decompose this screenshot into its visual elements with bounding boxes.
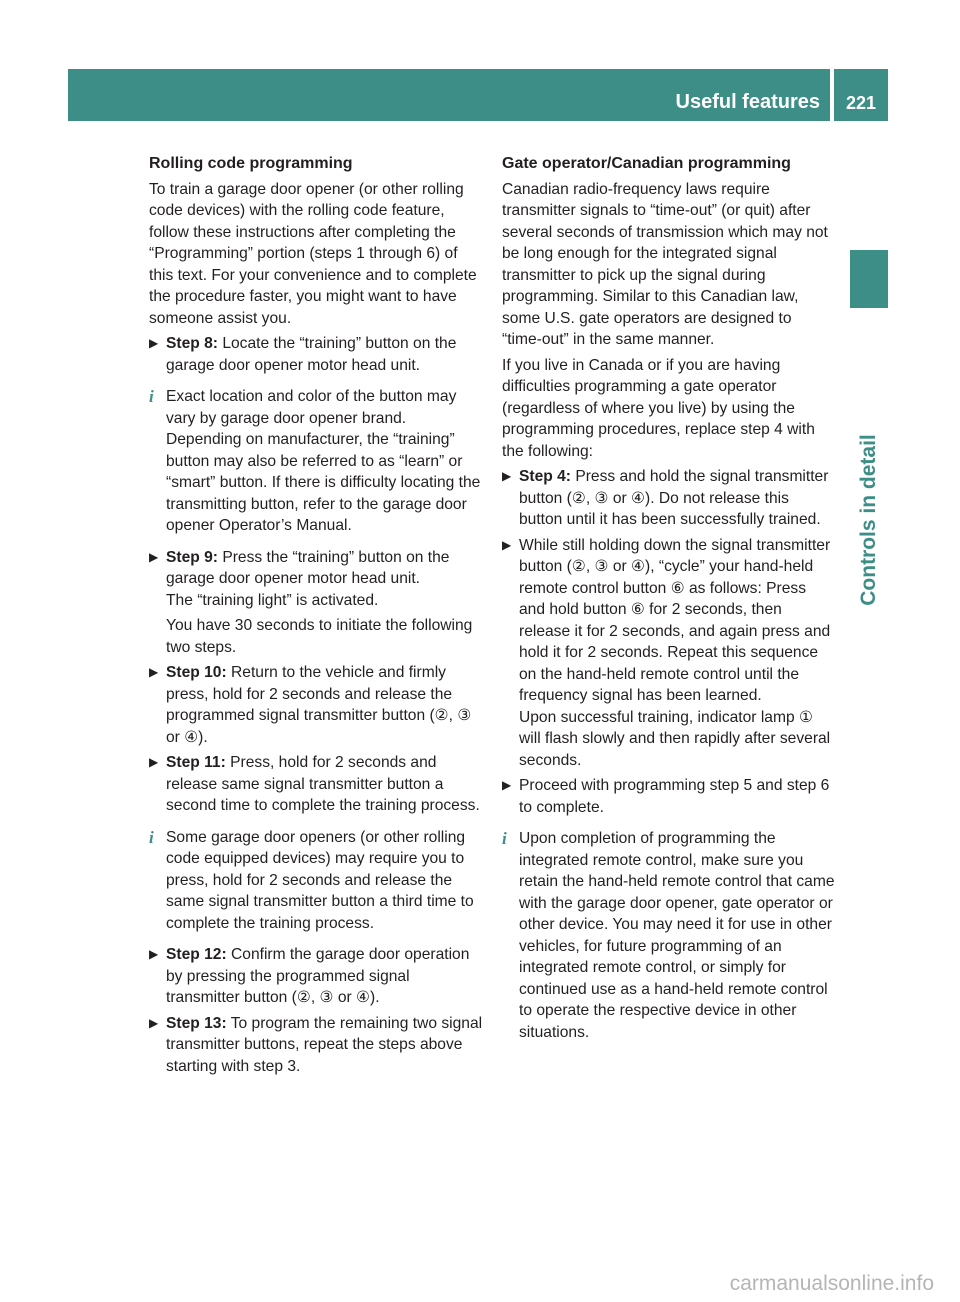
- step-arrow-icon: ▶: [502, 469, 512, 483]
- step-10: ▶ Step 10: Return to the vehicle and firmly press, hold for 2 seconds and release the programmed signal transmitter button (②, ③ or ④).: [149, 664, 472, 746]
- right-column: [502, 153, 835, 1053]
- page-number: 221: [834, 69, 888, 121]
- watermark: carmanualsonline.info: [729, 1272, 934, 1295]
- step-4: ▶ Step 4: Press and hold the signal transmitter button (②, ③ or ④). Do not release this button until it has been successfully trained.: [502, 468, 829, 528]
- info-note-2: i Some garage door openers (or other rolling code equipped devices) may require you to press, hold for 2 seconds and release the same signal transmitter button a third time to complete the training process.: [149, 827, 474, 932]
- cycle-step: ▶ While still holding down the signal transmitter button (②, ③ or ④), “cycle” your hand-held remote control button ⑥ as follows: Press and hold button ⑥ for 2 seconds, then release it for 2 seconds, and again press and hold it for 2 seconds. Repeat this sequence on the hand-held remote control until the frequency signal has been learned. Upon successful training, indicator lamp ① will flash slowly and then rapidly after several seconds.: [502, 535, 835, 772]
- info-icon: i: [502, 829, 507, 848]
- step-11: ▶ Step 11: Press, hold for 2 seconds and release same signal transmitter button a second time to complete the training process.: [149, 754, 480, 814]
- rolling-code-heading: Rolling code programming: [149, 155, 353, 172]
- step-9-note: You have 30 seconds to initiate the following two steps.: [166, 617, 473, 656]
- proceed-step: ▶ Proceed with programming step 5 and step 6 to complete.: [502, 777, 830, 816]
- step-arrow-icon: ▶: [149, 947, 159, 961]
- side-tab-block: [850, 250, 888, 308]
- step-arrow-icon: ▶: [149, 665, 159, 679]
- left-column: [149, 153, 483, 1081]
- info-note-1: i Exact location and color of the button may vary by garage door opener brand. Depending on manufacturer, the “training” button may also be referred to as “learn” or “smart” button. If there is difficulty locating the transmitting button, refer to the garage door opener Operator’s Manual.: [149, 387, 481, 534]
- info-icon: i: [149, 827, 154, 847]
- gate-operator-intro-2: If you live in Canada or if you are having difficulties programming a gate operator (regardless of where you live) by using the programming procedures, replace step 4 with the following:: [502, 356, 815, 460]
- gate-operator-heading: Gate operator/Canadian programming: [502, 155, 791, 172]
- rolling-code-intro: To train a garage door opener (or other rolling code devices) with the rolling code feature, follow these instructions after completing the “Programming” portion (steps 1 through 6) of this text. For your convenience and to complete the procedure faster, you might want to have someone assist you.: [149, 180, 477, 327]
- step-arrow-icon: ▶: [502, 778, 512, 792]
- step-arrow-icon: ▶: [149, 1015, 159, 1030]
- step-arrow-icon: ▶: [149, 336, 159, 350]
- step-arrow-icon: ▶: [149, 755, 159, 769]
- section-title: Useful features: [675, 91, 820, 113]
- gate-operator-intro-1: Canadian radio-frequency laws require transmitter signals to “time-out” (or quit) after several seconds of transmission which may not be long enough for the integrated signal transmitter to pick up the signal during programming. Similar to this Canadian law, some U.S. gate operators are designed to “time-out” in the same manner.: [502, 180, 828, 348]
- info-icon: i: [149, 387, 154, 406]
- step-arrow-icon: ▶: [502, 537, 512, 552]
- header-bar: [68, 69, 830, 121]
- step-12: ▶ Step 12: Confirm the garage door operation by pressing the programmed signal transmitter button (②, ③ or ④).: [149, 946, 470, 1006]
- cycle-step-result: Upon successful training, indicator lamp ① will flash slowly and then rapidly after several seconds.: [519, 708, 831, 769]
- info-note-3: i Upon completion of programming the integrated remote control, make sure you retain the hand-held remote control that came with the garage door opener, gate operator or other device. You may need it for use in other vehicles, for future programming of an integrated remote control, or simply for continued use as a hand-held remote control to operate the respective device in other situations.: [502, 829, 835, 1041]
- step-9: ▶ Step 9: Press the “training” button on the garage door opener motor head unit. The “training light” is activated.: [149, 547, 483, 612]
- step-8: ▶ Step 8: Locate the “training” button on the garage door opener motor head unit.: [149, 335, 457, 374]
- step-13: ▶ Step 13: To program the remaining two signal transmitter buttons, repeat the steps above starting with step 3.: [149, 1014, 483, 1075]
- step-9-result: The “training light” is activated.: [166, 591, 379, 609]
- step-arrow-icon: ▶: [149, 549, 159, 564]
